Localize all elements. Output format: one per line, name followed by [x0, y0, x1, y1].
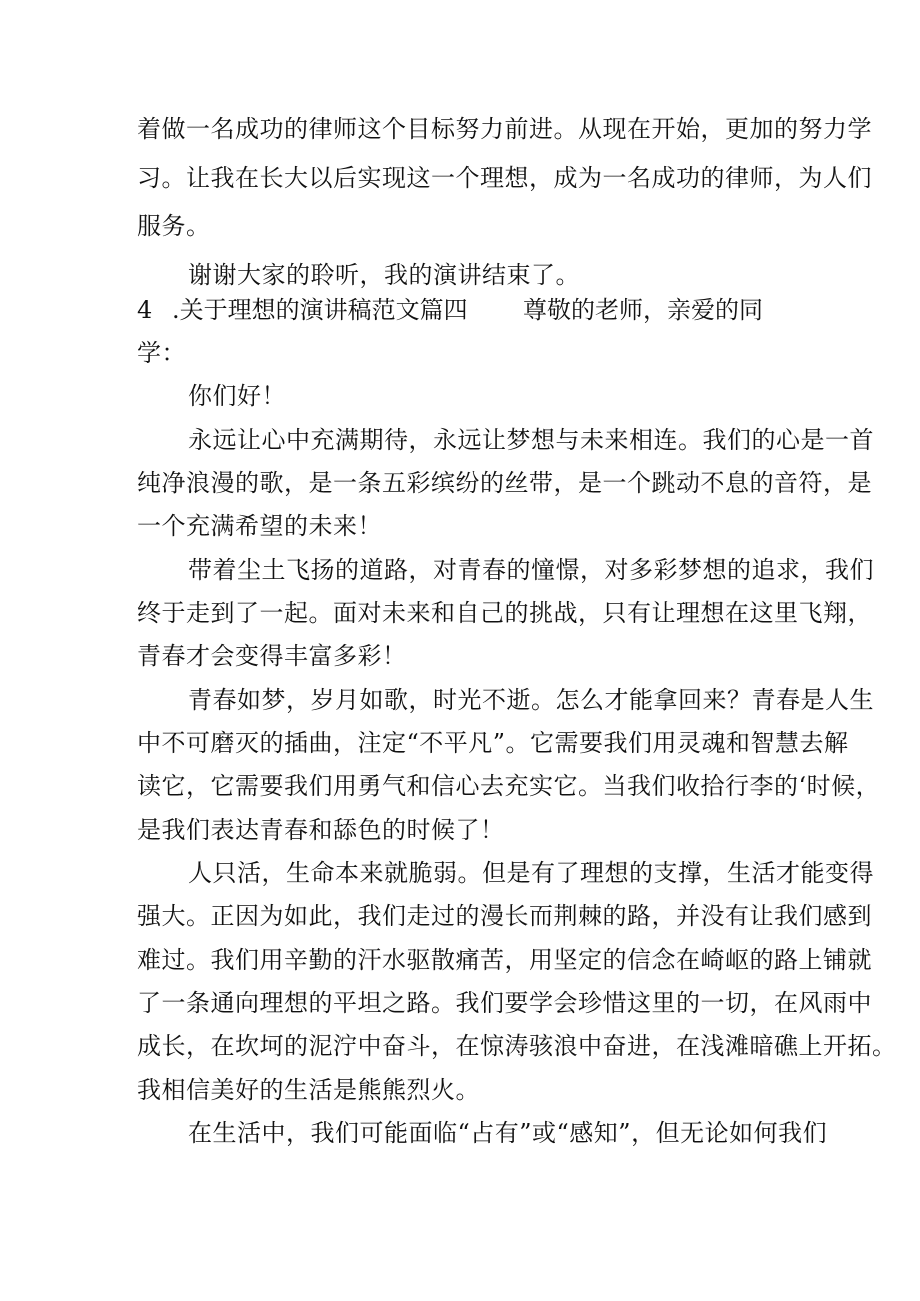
paragraph-line: 服务。 [137, 212, 211, 240]
paragraph-line: 青春才会变得丰富多彩！ [137, 642, 407, 670]
section-number: 4 [137, 296, 153, 324]
paragraph-line: 强大。正因为如此，我们走过的漫长而荆棘的路，并没有让我们感到 [137, 902, 872, 930]
paragraph-line: 在生活中，我们可能面临“占有”或“感知”，但无论如何我们 [188, 1119, 828, 1147]
paragraph-line: 是我们表达青春和舔色的时候了！ [137, 816, 505, 844]
paragraph-line: 青春如梦，岁月如歌，时光不逝。怎么才能拿回来？青春是人生 [188, 686, 874, 714]
paragraph-line: 习。让我在长大以后实现这一个理想，成为一名成功的律师，为人们 [137, 164, 872, 192]
paragraph-line: 带着尘土飞扬的道路，对青春的憧憬，对多彩梦想的追求，我们 [188, 556, 874, 584]
paragraph-line: 着做一名成功的律师这个目标努力前进。从现在开始，更加的努力学 [137, 115, 872, 143]
section-title: .关于理想的演讲稿范文篇四 [172, 296, 468, 324]
paragraph-line: 纯净浪漫的歌，是一条五彩缤纷的丝带，是一个跳动不息的音符，是 [137, 469, 872, 497]
paragraph-line: 中不可磨灭的插曲，注定“不平凡”。它需要我们用灵魂和智慧去解 [137, 729, 849, 757]
paragraph-line: 我相信美好的生活是熊熊烈火。 [137, 1076, 480, 1104]
paragraph-line: 学： [137, 339, 186, 367]
greeting-line: 你们好！ [188, 382, 286, 410]
salutation-line: 尊敬的老师，亲爱的同 [523, 296, 763, 324]
paragraph-line: 一个充满希望的未来！ [137, 512, 382, 540]
paragraph-line: 永远让心中充满期待，永远让梦想与未来相连。我们的心是一首 [188, 426, 874, 454]
paragraph-line: 难过。我们用辛勤的汗水驱散痛苦，用坚定的信念在崎岖的路上铺就 [137, 946, 872, 974]
paragraph-line: 成长，在坎坷的泥泞中奋斗，在惊涛骇浪中奋进，在浅滩暗礁上开拓。 [137, 1032, 897, 1060]
paragraph-line: 读它，它需要我们用勇气和信心去充实它。当我们收拾行李的‘时候， [137, 772, 881, 800]
paragraph-line: 谢谢大家的聆听，我的演讲结束了。 [188, 261, 580, 289]
paragraph-line: 人只活，生命本来就脆弱。但是有了理想的支撑，生活才能变得 [188, 859, 874, 887]
paragraph-line: 了一条通向理想的平坦之路。我们要学会珍惜这里的一切，在风雨中 [137, 989, 872, 1017]
paragraph-line: 终于走到了一起。面对未来和自己的挑战，只有让理想在这里飞翔， [137, 599, 872, 627]
